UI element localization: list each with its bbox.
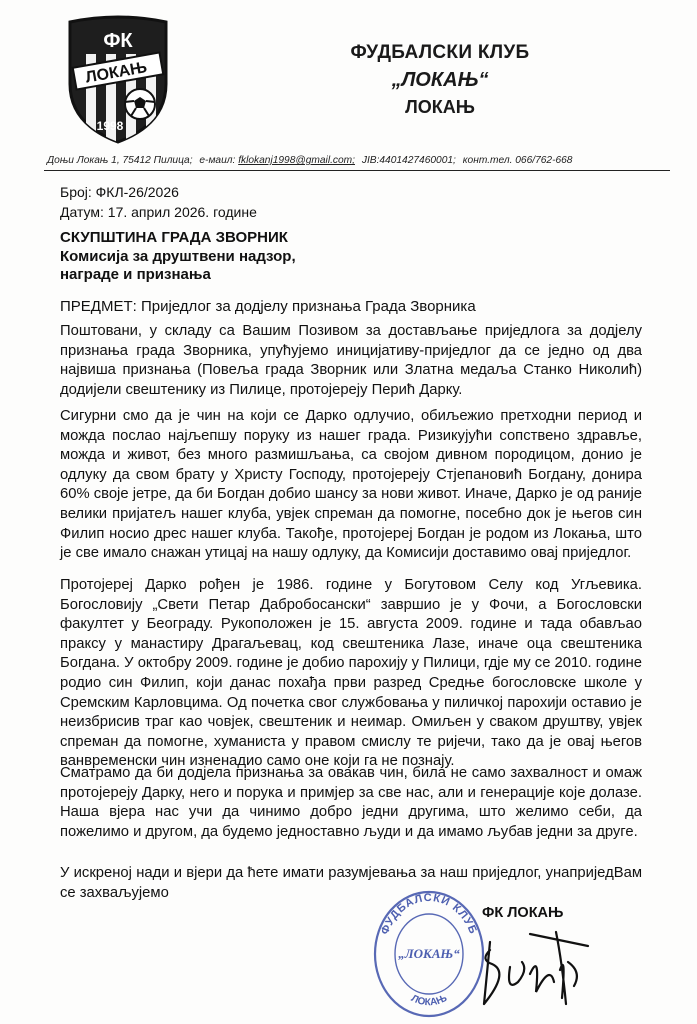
- body-paragraph-3: Протојереј Дарко рођен је 1986. године у Богутовом Селу код Угљевика. Богословију „Свети Петар Дабробосански“ завршио је у Фочи, а Богословски факултет у Београду. Рукоположен је 15. августа 2009. године и тада обављао праксу у манастиру Драгаљевац, код свештеника Лазе, иначе оца свештеника Богдана. У октобру 2009. године је добио парохију у Пилици, гдје му се 2010. године родио син Филип, који данас похађа први разред Средње богословске школе у Сремским Карловцима. Од почетка свог службовања у пиличкој парохији оставио је неизбрисив траг као човјек, свештеник и неимар. Омиљен у сваком друштву, увјек спреман да помогне, хуманиста у правом смислу те ријечи, тако да је овај његов ванвременски чин изненадио само оне који га не познају.: [60, 577, 642, 770]
- logo-initials: ФК: [103, 30, 133, 52]
- body-paragraph-4: Сматрамо да би додјела признања за овакав чин, била не само захвалност и омаж протојереју Дарку, него и порука и примјер за све нас, али и генерације које долазе. Наша вјера нас учи да чинимо добро једни другима, што желимо себи, да пожелимо и другом, да будемо једноставно људи и да имамо љубав једни за друге.: [60, 765, 642, 840]
- addressee-block: [60, 229, 296, 285]
- club-heading-line3: ЛОКАЊ: [405, 97, 475, 117]
- stamp-top-text: ФУДБАЛСКИ КЛУБ: [378, 891, 480, 937]
- body-paragraph-2: Сигурни смо да је чин на који се Дарко одлучио, обиљежио претходни период и можда послао најљепшу поруку из нашег града. Ризикујући сопствено здравље, можда и живот, без много размишљања, са својом дивном породицом, донио је одлуку да свом брату у Христу Господу, протојереју Стјепановић Богдану, донира 60% своје јетре, да би Богдан добио шансу за нови живот. Иначе, Дарко је од раније велики пријатељ нашег клуба, увјек спреман да помогне, посебно док је његов син Филип носио дрес нашег клуба. Такође, протојереј Богдан је родом из Локања, што је све имало снажан утицај на нашу одлуку, да Комисији доставимо овај приједлог.: [60, 408, 642, 562]
- contact-email-link[interactable]: fklokanj1998@gmail.com;: [238, 155, 355, 166]
- logo-year: 1998: [96, 119, 124, 133]
- club-heading: [290, 40, 590, 120]
- club-heading-line1: ФУДБАЛСКИ КЛУБ: [350, 42, 530, 63]
- logo-name: ЛОКАЊ: [84, 59, 149, 87]
- document-meta: [60, 182, 257, 222]
- addressee-line2: Комисија за друштвени надзор,: [60, 247, 296, 265]
- document-number: Број: ФКЛ-26/2026: [60, 184, 179, 200]
- contact-line: [47, 155, 667, 166]
- body-paragraph-1: Поштовани, у складу са Вашим Позивом за достављање приједлога за додјелу признања града Зворника, упућујемо иницијативу-приједлог да се једно од два највиша признања (Повеља града Зворник или Златна медаља Станко Николић) додијели свештенику из Пилице, протојереју Перић Дарку.: [60, 323, 642, 398]
- contact-email-label: е-маил:: [199, 155, 236, 166]
- addressee-line3: награде и признања: [60, 266, 211, 283]
- stamp-center-text: „ЛОКАЊ“: [398, 946, 460, 961]
- contact-jib: JIB:4401427460001;: [361, 155, 456, 166]
- club-logo: [64, 14, 172, 146]
- document-date: Датум: 17. април 2026. године: [60, 204, 257, 220]
- football-icon: [125, 89, 155, 119]
- svg-text:ЛОКАЊ: [409, 993, 449, 1008]
- club-heading-line2: „ЛОКАЊ“: [391, 69, 489, 91]
- addressee-line1: СКУПШТИНА ГРАДА ЗВОРНИК: [60, 229, 288, 246]
- subject-line: ПРЕДМЕТ: Приједлог за додјелу признања Града Зворника: [60, 298, 476, 315]
- closing-paragraph: У искреној нади и вјери да ћете имати разумјевања за наш приједлог, унаприједВам се захваљујемо: [60, 865, 642, 901]
- signature-label: ФК ЛОКАЊ: [482, 905, 564, 921]
- header-divider: [44, 170, 670, 171]
- handwritten-signature: [470, 912, 600, 1012]
- contact-phone: конт.тел. 066/762-668: [462, 155, 573, 166]
- stamp-bottom-text: ЛОКАЊ: [409, 992, 449, 1009]
- contact-address: Доњи Локањ 1, 75412 Пилица;: [47, 155, 193, 166]
